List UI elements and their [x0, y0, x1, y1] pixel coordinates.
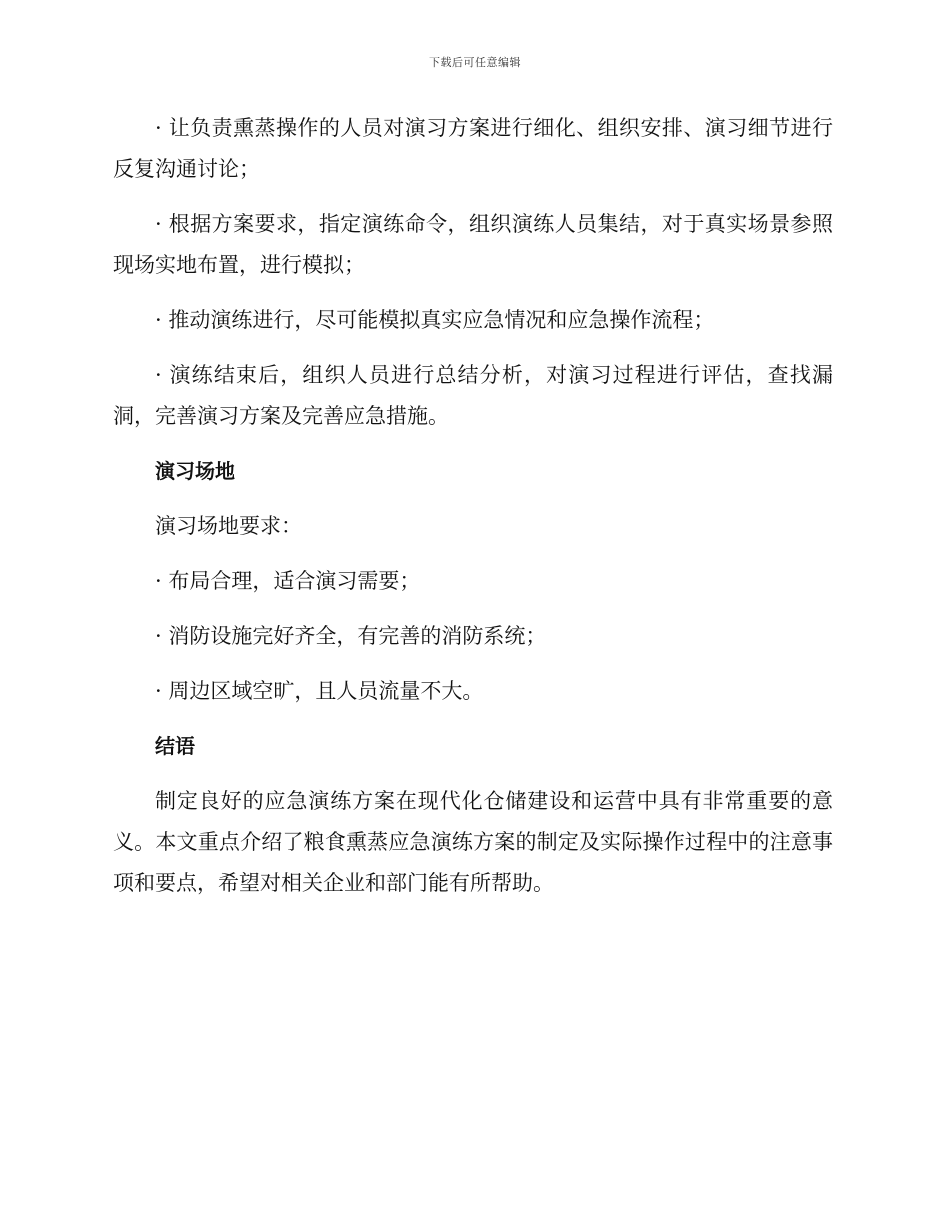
bullet-paragraph-drill-summary: · 演练结束后，组织人员进行总结分析，对演习过程进行评估，查找漏洞，完善演习方案及完善应急措施。: [113, 363, 833, 428]
bullet-paragraph-drill-command: · 根据方案要求，指定演练命令，组织演练人员集结，对于真实场景参照现场实地布置，进行模拟；: [113, 212, 833, 277]
bullet-paragraph-drill-execution: · 推动演练进行，尽可能模拟真实应急情况和应急操作流程；: [155, 308, 715, 332]
paragraph-conclusion: 制定良好的应急演练方案在现代化仓储建设和运营中具有非常重要的意义。本文重点介绍了粮食熏蒸应急演练方案的制定及实际操作过程中的注意事项和要点，希望对相关企业和部门能有所帮助。: [113, 789, 833, 895]
bullet-paragraph-plan-detail: · 让负责熏蒸操作的人员对演习方案进行细化、组织安排、演习细节进行反复沟通讨论；: [113, 116, 833, 181]
paragraph-venue-requirements: 演习场地要求：: [155, 514, 302, 538]
bullet-paragraph-layout: · 布局合理，适合演习需要；: [155, 569, 421, 593]
document-body: [113, 108, 833, 918]
section-heading-venue: 演习场地: [155, 459, 235, 483]
bullet-paragraph-fire-facilities: · 消防设施完好齐全，有完善的消防系统；: [155, 624, 547, 648]
page-header: 下载后可任意编辑: [429, 56, 521, 69]
section-heading-conclusion: 结语: [155, 734, 195, 758]
bullet-paragraph-surroundings: · 周边区域空旷，且人员流量不大。: [155, 679, 484, 703]
